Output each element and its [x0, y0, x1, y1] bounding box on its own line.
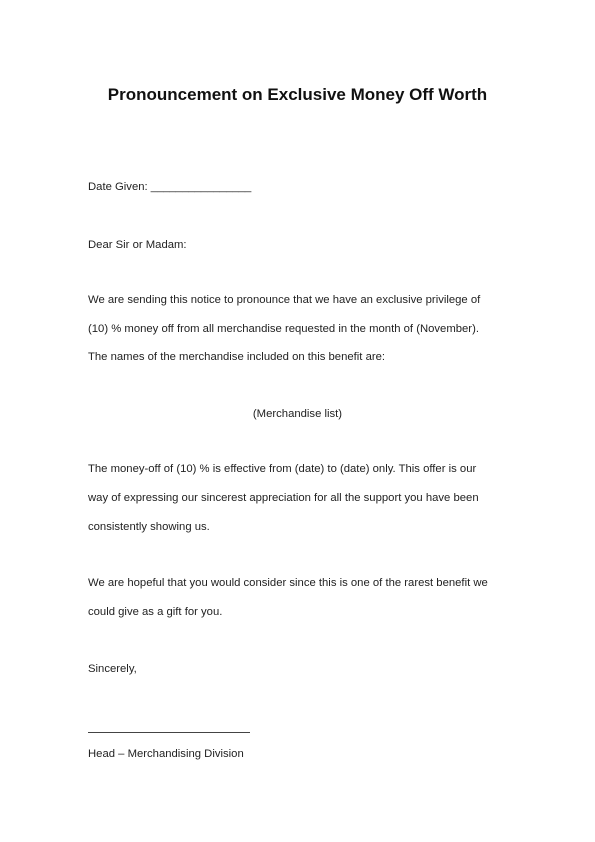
paragraph-3-line-1: We are hopeful that you would consider since this is one of the rarest benefit we	[88, 577, 488, 589]
signature-line	[88, 732, 250, 733]
paragraph-2-line-3: consistently showing us.	[88, 521, 210, 533]
paragraph-1-line-3: The names of the merchandise included on this benefit are:	[88, 351, 386, 363]
paragraph-2-line-1: The money-off of (10) % is effective from (date) to (date) only. This offer is our	[88, 463, 477, 475]
document-title: Pronouncement on Exclusive Money Off Worth	[107, 85, 488, 104]
date-given-line: Date Given: ________________	[88, 181, 252, 193]
signatory-title: Head – Merchandising Division	[88, 748, 244, 760]
closing: Sincerely,	[88, 663, 137, 675]
paragraph-3-line-2: could give as a gift for you.	[88, 606, 223, 618]
paragraph-1-line-1: We are sending this notice to pronounce that we have an exclusive privilege of	[88, 294, 481, 306]
salutation: Dear Sir or Madam:	[88, 239, 187, 251]
paragraph-1-line-2: (10) % money off from all merchandise requested in the month of (November).	[88, 323, 479, 335]
paragraph-2-line-2: way of expressing our sincerest appreciation for all the support you have been	[88, 492, 479, 504]
merchandise-list-placeholder: (Merchandise list)	[252, 408, 343, 420]
